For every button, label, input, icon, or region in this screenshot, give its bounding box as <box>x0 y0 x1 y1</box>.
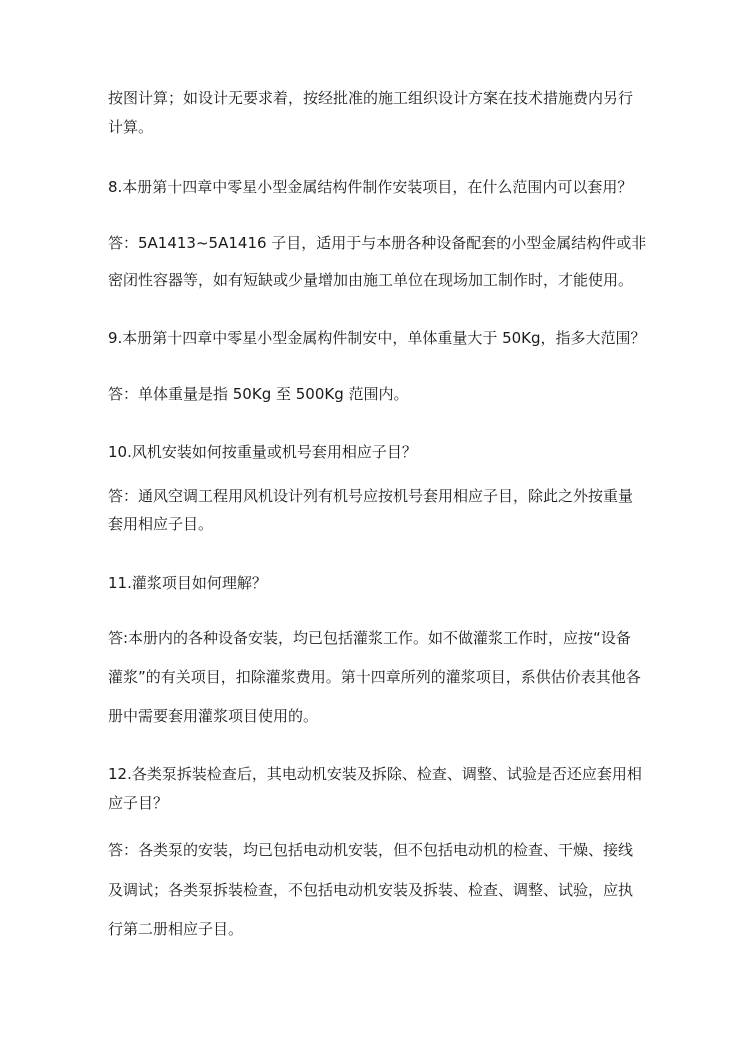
answer-9: 答：单体重量是指 50Kg 至 500Kg 范围内。 <box>108 385 409 403</box>
answer-12-line-3: 行第二册相应子目。 <box>108 920 244 938</box>
answer-11-line-1: 答:本册内的各种设备安装，均已包括灌浆工作。如不做灌浆工作时，应按“设备 <box>108 629 631 647</box>
question-10: 10.风机安装如何按重量或机号套用相应子目？ <box>108 443 417 461</box>
question-12-line-2: 应子目？ <box>108 794 169 812</box>
answer-12-line-2: 及调试；各类泵拆装检查，不包括电动机安装及拆装、检查、调整、试验，应执 <box>108 881 634 899</box>
answer-10-line-1: 答：通风空调工程用风机设计列有机号应按机号套用相应子目，除此之外按重量 <box>108 487 634 505</box>
answer-8-line-1: 答：5A1413~5A1416 子目，适用于与本册各种设备配套的小型金属结构件或非 <box>108 234 647 252</box>
question-9: 9.本册第十四章中零星小型金属构件制安中，单体重量大于 50Kg，指多大范围？ <box>108 329 646 347</box>
answer-10-line-2: 套用相应子目。 <box>108 515 214 533</box>
answer-11-line-3: 册中需要套用灌浆项目使用的。 <box>108 707 319 725</box>
question-8: 8.本册第十四章中零星小型金属结构件制作安装项目，在什么范围内可以套用？ <box>108 178 633 196</box>
question-11: 11.灌浆项目如何理解？ <box>108 574 267 592</box>
answer-8-line-2: 密闭性容器等，如有短缺或少量增加由施工单位在现场加工制作时，才能使用。 <box>108 271 634 289</box>
answer-7-continuation-line-1: 按图计算；如设计无要求着，按经批准的施工组织设计方案在技术措施费内另行 <box>108 89 634 107</box>
answer-12-line-1: 答：各类泵的安装，均已包括电动机安装，但不包括电动机的检查、干燥、接线 <box>108 841 634 859</box>
question-12-line-1: 12.各类泵拆装检查后，其电动机安装及拆除、检查、调整、试验是否还应套用相 <box>108 765 642 783</box>
answer-11-line-2: 灌浆”的有关项目，扣除灌浆费用。第十四章所列的灌浆项目，系供估价表其他各 <box>108 668 641 686</box>
answer-7-continuation-line-2: 计算。 <box>108 118 154 136</box>
